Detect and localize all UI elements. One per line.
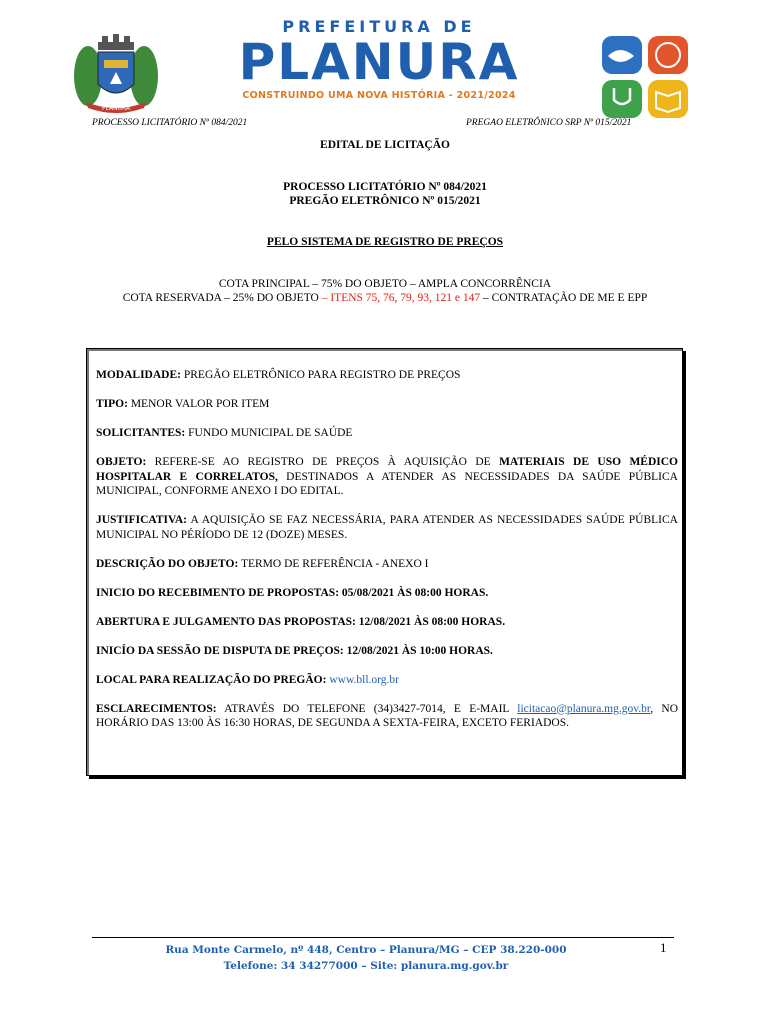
footer-address-line: Rua Monte Carmelo, nº 448, Centro – Planura/MG – CEP 38.220-000 [165, 944, 567, 956]
quota-reservada-items: – ITENS 75, 76, 79, 93, 121 e 147 [321, 292, 481, 304]
header-pregao-ref: PREGAO ELETRÔNICO SRP Nº 015/2021 [466, 118, 632, 128]
modalidade-label: MODALIDADE: [96, 369, 181, 381]
process-title-block [80, 180, 690, 208]
page-number: 1 [660, 940, 667, 955]
inicio-label: INICIO DO RECEBIMENTO DE PROPOSTAS [96, 586, 336, 599]
quota-reservada-b: – CONTRATAÇÃO DE ME E EPP [480, 292, 648, 304]
stethoscope-icon [602, 80, 642, 118]
bll-link[interactable]: www.bll.org.br [329, 673, 399, 686]
inicio-row [96, 586, 678, 601]
esclarecimentos-text-a: ATRAVÉS DO TELEFONE (34)3427-7014, E E-MAIL [216, 702, 518, 715]
footer-address [92, 942, 640, 974]
tipo-label: TIPO: [96, 398, 128, 410]
objeto-text-a: REFERE-SE AO REGISTRO DE PREÇOS À AQUISIÇÃO DE [146, 456, 500, 468]
summary-content [96, 368, 678, 745]
registro-title: PELO SISTEMA DE REGISTRO DE PREÇOS [266, 236, 504, 248]
esclarecimentos-label: ESCLARECIMENTOS: [96, 702, 217, 715]
logo-slogan: CONSTRUINDO UMA NOVA HISTÓRIA - 2021/2024 [242, 90, 516, 101]
esclarecimentos-text-b: , NO HORÁRIO DAS 13:00 ÀS 16:30 HORAS, DE SEGUNDA A SEXTA-FEIRA, EXCETO FERIADOS. [96, 702, 678, 729]
objeto-row [96, 455, 678, 499]
abertura-row: ABERTURA E JULGAMENTO DAS PROPOSTAS: 12/08/2021 ÀS 08:00 HORAS. [96, 615, 506, 628]
logo-main-text: PLANURA [238, 33, 520, 91]
municipal-crest [68, 28, 164, 118]
esclarecimentos-row [96, 702, 678, 731]
email-link[interactable]: licitacao@planura.mg.gov.br [517, 702, 651, 715]
themes-icon-grid [600, 34, 692, 120]
modalidade-value: PREGÃO ELETRÔNICO PARA REGISTRO DE PREÇOS [180, 369, 461, 381]
processo-title: PROCESSO LICITATÓRIO Nº 084/2021 [283, 181, 487, 193]
edital-title: EDITAL DE LICITAÇÃO [320, 139, 450, 151]
objeto-label: OBJETO: [96, 456, 147, 468]
quota-block [80, 277, 690, 305]
quota-reservada [80, 291, 690, 305]
quota-reservada-a: COTA RESERVADA – 25% DO OBJETO [122, 292, 322, 304]
crest-text: PLANURA [101, 105, 131, 112]
justificativa-value: A AQUISIÇÃO SE FAZ NECESSÁRIA, PARA ATENDER AS NECESSIDADES SAÚDE PÚBLICA MUNICIPAL NO PÉRÍODO DE 12 (DOZE) MESES. [96, 514, 678, 541]
objeto-materials: MATERIAIS DE USO MÉDICO HOSPITALAR E CORRELATOS, [96, 456, 678, 483]
descricao-label: DESCRIÇÃO DO OBJETO: [96, 557, 239, 570]
modalidade-row [96, 368, 678, 383]
solicitantes-label: SOLICITANTES: [96, 427, 186, 439]
footer-divider [92, 937, 674, 938]
justificativa-row [96, 513, 678, 542]
solicitantes-row [96, 426, 678, 441]
objeto-text-b: DESTINADOS A ATENDER AS NECESSIDADES DA SAÚDE PÚBLICA MUNICIPAL, CONFORME ANEXO I DO EDITAL. [96, 470, 678, 497]
local-row [96, 673, 678, 688]
footer-contact-line: Telefone: 34 34277000 – Site: planura.mg.gov.br [223, 960, 509, 972]
descricao-value: TERMO DE REFERÊNCIA - ANEXO I [238, 557, 429, 570]
descricao-row [96, 557, 678, 572]
ball-icon [648, 36, 688, 74]
solicitantes-value: FUNDO MUNICIPAL DE SAÚDE [185, 427, 353, 439]
tipo-row [96, 397, 678, 412]
city-logo [224, 18, 534, 118]
local-label: LOCAL PARA REALIZAÇÃO DO PREGÃO: [96, 673, 327, 686]
quota-principal: COTA PRINCIPAL – 75% DO OBJETO – AMPLA CONCORRÊNCIA [218, 278, 552, 290]
inicio-value: : 05/08/2021 ÀS 08:00 HORAS. [335, 586, 489, 599]
pregao-title: PREGÃO ELETRÔNICO Nº 015/2021 [289, 195, 481, 207]
sessao-row: INICÍO DA SESSÃO DE DISPUTA DE PREÇOS: 12/08/2021 ÀS 10:00 HORAS. [96, 644, 493, 657]
logo-top-text: PREFEITURA DE [282, 17, 476, 36]
tipo-value: MENOR VALOR POR ITEM [127, 398, 270, 410]
header-process-ref: PROCESSO LICITATÓRIO Nº 084/2021 [92, 118, 248, 128]
justificativa-label: JUSTIFICATIVA: [96, 514, 187, 526]
